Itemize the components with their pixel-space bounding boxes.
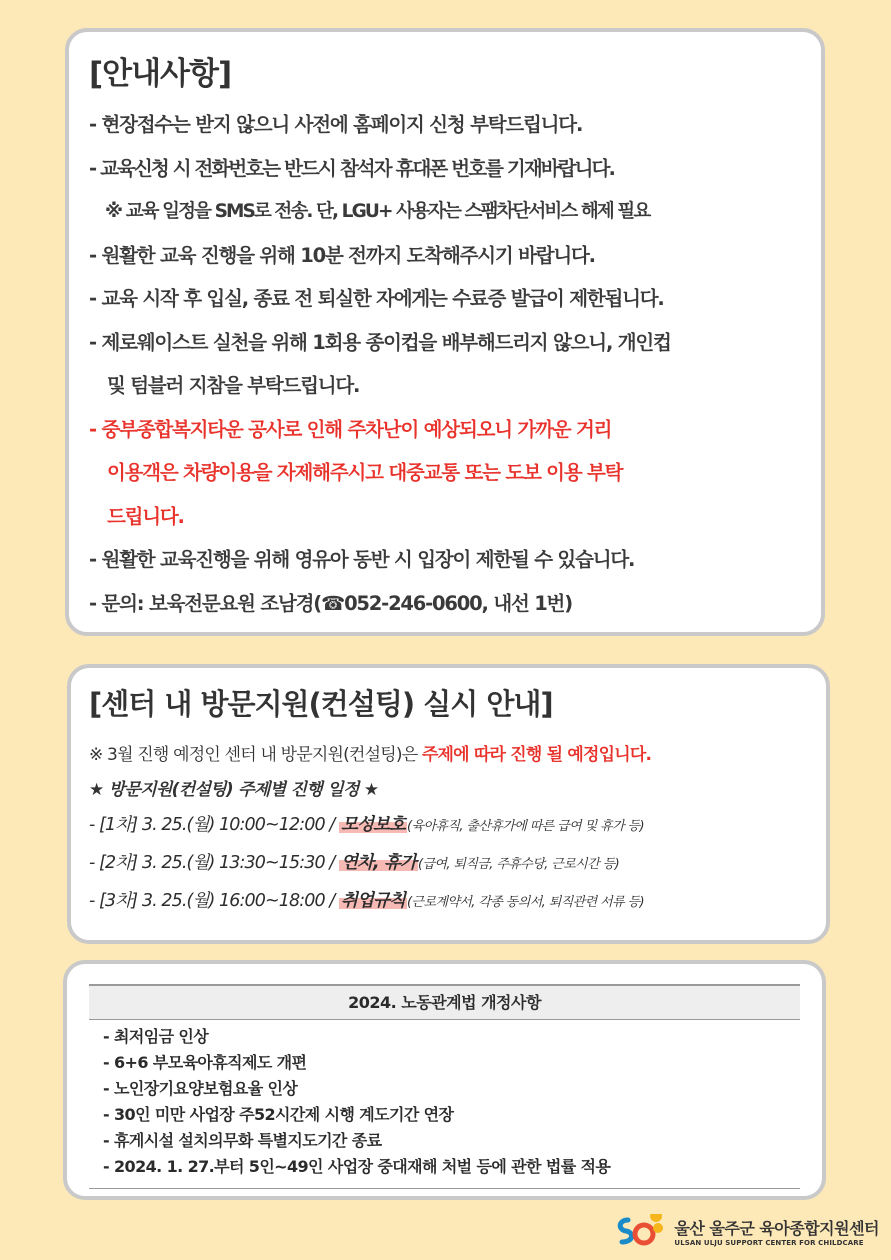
notice-item: ※ 교육 일정을 SMS로 전송. 단, LGU+ 사용자는 스팸차단서비스 해제 필요	[105, 201, 650, 222]
center-logo-icon	[614, 1214, 666, 1248]
center-footer	[614, 1214, 879, 1248]
notice-item: - 제로웨이스트 실천을 위해 1회용 종이컵을 배부해드리지 않으니, 개인컵	[89, 330, 671, 354]
law-item: - 6+6 부모육아휴직제도 개편	[103, 1053, 307, 1072]
consulting-note-highlight: 주제에 따라 진행 될 예정입니다.	[421, 745, 652, 765]
notice-item-parking: 이용객은 차량이용을 자제해주시고 대중교통 또는 도보 이용 부탁	[107, 461, 623, 484]
schedule-detail: (육아휴직, 출산휴가에 따른 급여 및 휴가 등)	[407, 819, 644, 834]
consulting-note-prefix: ※ 3월 진행 예정인 센터 내 방문지원(컨설팅)은	[89, 745, 422, 765]
notice-item: - 원활한 교육진행을 위해 영유아 동반 시 입장이 제한될 수 있습니다.	[89, 548, 635, 571]
law-table-body	[89, 1020, 800, 1189]
notice-item-contact: - 문의: 보육전문요원 조남경(☎052-246-0600, 내선 1번)	[89, 591, 572, 615]
center-name-en: ULSAN ULJU SUPPORT CENTER FOR CHILDCARE	[674, 1238, 864, 1247]
schedule-detail: (급여, 퇴직금, 주휴수당, 근로시간 등)	[417, 857, 620, 872]
consulting-title: [센터 내 방문지원(컨설팅) 실시 안내]	[89, 687, 553, 721]
center-name-ko: 울산 울주군 육아종합지원센터	[674, 1218, 879, 1238]
schedule-topic: 모성보호	[341, 815, 406, 835]
notice-item: - 원활한 교육 진행을 위해 10분 전까지 도착해주시기 바랍니다.	[89, 243, 595, 267]
schedule-time: - [3차] 3. 25.(월) 16:00~18:00 /	[89, 891, 339, 911]
schedule-row	[89, 845, 812, 883]
law-item: - 2024. 1. 27.부터 5인~49인 사업장 중대재해 처벌 등에 관한 법률 적용	[103, 1157, 611, 1176]
notice-item: 및 텀블러 지참을 부탁드립니다.	[107, 374, 360, 397]
schedule-time: - [2차] 3. 25.(월) 13:30~15:30 /	[89, 853, 339, 873]
law-table-header: 2024. 노동관계법 개정사항	[89, 984, 800, 1020]
law-item: - 휴게시설 설치의무화 특별지도기간 종료	[103, 1131, 382, 1150]
schedule-topic: 취업규칙	[341, 891, 406, 911]
consulting-panel	[67, 664, 830, 944]
schedule-title: ★ 방문지원(컨설팅) 주제별 진행 일정 ★	[89, 780, 379, 800]
schedule-topic: 연차, 휴가	[341, 853, 416, 873]
schedule-row	[89, 883, 812, 921]
notice-item: - 교육 시작 후 입실, 종료 전 퇴실한 자에게는 수료증 발급이 제한됩니다.	[89, 287, 664, 310]
law-item: - 최저임금 인상	[103, 1027, 209, 1046]
schedule-row	[89, 807, 812, 845]
law-item: - 30인 미만 사업장 주52시간제 시행 계도기간 연장	[103, 1105, 454, 1124]
notice-panel	[65, 28, 825, 636]
notice-item: - 교육신청 시 전화번호는 반드시 참석자 휴대폰 번호를 기재바랍니다.	[89, 156, 615, 180]
law-item: - 노인장기요양보험요율 인상	[103, 1079, 298, 1098]
notice-title: [안내사항]	[89, 56, 232, 92]
notice-item: - 현장접수는 받지 않으니 사전에 홈페이지 신청 부탁드립니다.	[89, 113, 583, 136]
schedule-time: - [1차] 3. 25.(월) 10:00~12:00 /	[89, 815, 339, 835]
notice-item-parking: 드립니다.	[107, 504, 184, 528]
consulting-note	[89, 737, 812, 773]
schedule-detail: (근로계약서, 각종 동의서, 퇴직관련 서류 등)	[407, 895, 644, 910]
notice-item-parking: - 중부종합복지타운 공사로 인해 주차난이 예상되오니 가까운 거리	[89, 417, 612, 441]
law-panel	[63, 960, 826, 1200]
